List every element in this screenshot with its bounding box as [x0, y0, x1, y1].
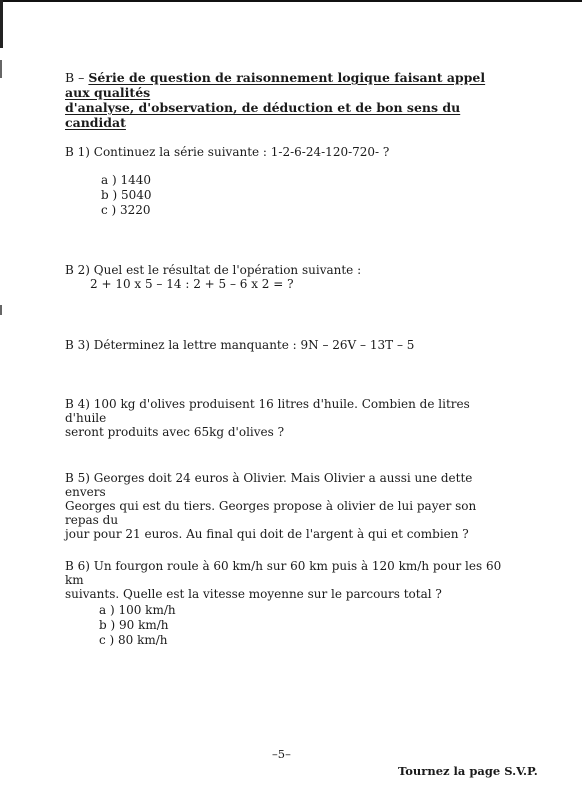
- question-b4-line-1: B 4) 100 kg d'olives produisent 16 litres d'huile. Combien de litres d'huile: [65, 397, 470, 425]
- question-b6: [65, 559, 505, 601]
- section-title-line-1: Série de question de raisonnement logique faisant appel aux qualités: [65, 70, 486, 100]
- question-b6-line-2: suivants. Quelle est la vitesse moyenne sur le parcours total ?: [65, 587, 442, 601]
- section-title: [65, 70, 505, 130]
- scan-margin-mark: [0, 60, 2, 78]
- question-b5-line-1: B 5) Georges doit 24 euros à Olivier. Mais Olivier a aussi une dette envers: [65, 471, 473, 499]
- scan-margin-mark: [0, 305, 2, 315]
- scan-top-edge: [0, 0, 582, 2]
- question-b2: [65, 263, 505, 291]
- question-b4-line-2: seront produits avec 65kg d'olives ?: [65, 425, 285, 439]
- question-b1-options: [101, 173, 152, 218]
- option-a: a ) 1440: [101, 173, 152, 187]
- question-b6-line-1: B 6) Un fourgon roule à 60 km/h sur 60 km puis à 120 km/h pour les 60 km: [65, 559, 502, 587]
- question-b2-text: B 2) Quel est le résultat de l'opération suivante :: [65, 263, 362, 277]
- question-b3: [65, 338, 505, 352]
- section-prefix: B –: [65, 70, 89, 85]
- question-b4: [65, 397, 505, 439]
- option-c: c ) 3220: [101, 203, 151, 217]
- question-b5-line-3: jour pour 21 euros. Au final qui doit de l'argent à qui et combien ?: [65, 527, 469, 541]
- question-b2-expression: 2 + 10 x 5 – 14 : 2 + 5 – 6 x 2 = ?: [90, 277, 294, 291]
- option-a: a ) 100 km/h: [99, 603, 176, 617]
- question-b6-options: [99, 603, 176, 648]
- scan-left-edge: [0, 0, 3, 48]
- section-title-line-2: d'analyse, d'observation, de déduction et de bon sens du candidat: [65, 100, 461, 130]
- turn-page-note: Tournez la page S.V.P.: [398, 764, 538, 778]
- option-c: c ) 80 km/h: [99, 633, 168, 647]
- page-number: –5–: [272, 747, 291, 761]
- option-b: b ) 90 km/h: [99, 618, 169, 632]
- option-b: b ) 5040: [101, 188, 152, 202]
- question-b3-text: B 3) Déterminez la lettre manquante : 9N – 26V – 13T – 5: [65, 338, 415, 352]
- question-b1-text: B 1) Continuez la série suivante : 1-2-6-24-120-720- ?: [65, 145, 390, 159]
- question-b1: [65, 145, 505, 159]
- question-b5-line-2: Georges qui est du tiers. Georges propose à olivier de lui payer son repas du: [65, 499, 477, 527]
- question-b5: [65, 471, 505, 541]
